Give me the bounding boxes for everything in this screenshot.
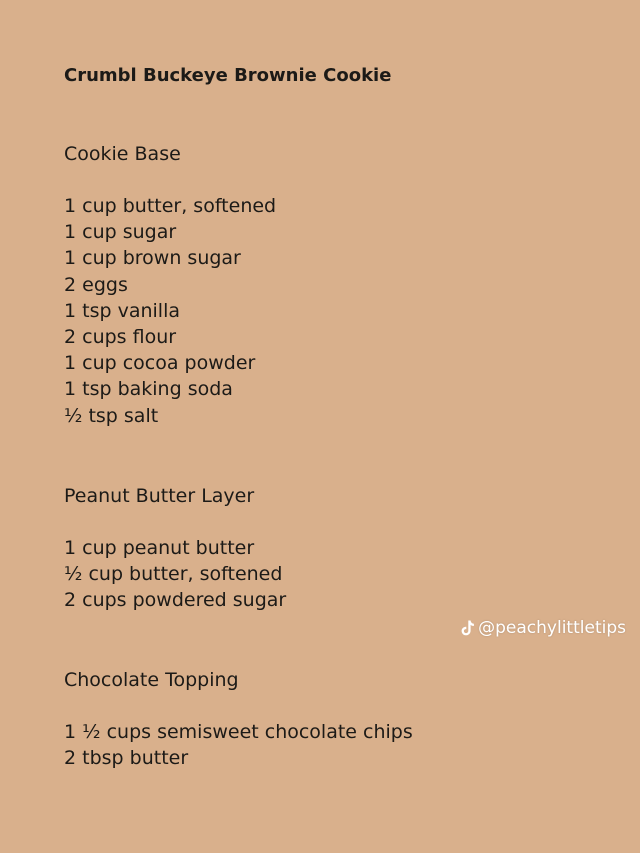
ingredient-item: ½ tsp salt	[64, 404, 159, 427]
ingredient-item: 1 ½ cups semisweet chocolate chips	[64, 721, 413, 743]
section-peanut-butter-layer	[64, 483, 286, 614]
tiktok-watermark	[461, 617, 626, 639]
section-heading: Peanut Butter Layer	[64, 485, 255, 507]
ingredient-item: 1 cup peanut butter	[64, 537, 255, 559]
section-chocolate-topping	[64, 667, 413, 771]
ingredient-item: 1 cup cocoa powder	[64, 352, 256, 375]
ingredient-item: 2 tbsp butter	[64, 747, 189, 770]
ingredient-item: 1 tsp vanilla	[64, 299, 180, 322]
recipe-title: Crumbl Buckeye Brownie Cookie	[64, 65, 392, 86]
ingredient-item: 1 cup sugar	[64, 221, 177, 244]
section-heading: Cookie Base	[64, 143, 181, 165]
ingredient-item: ½ cup butter, softened	[64, 563, 283, 586]
ingredient-item: 2 eggs	[64, 273, 128, 296]
ingredient-item: 1 cup butter, softened	[64, 195, 277, 217]
ingredient-list	[64, 535, 286, 614]
ingredient-list	[64, 193, 276, 429]
ingredient-item: 2 cups powdered sugar	[64, 589, 287, 612]
ingredient-list	[64, 719, 413, 771]
section-cookie-base	[64, 141, 276, 429]
tiktok-handle: @peachylittletips	[478, 618, 626, 638]
ingredient-item: 1 cup brown sugar	[64, 247, 241, 270]
ingredient-item: 1 tsp baking soda	[64, 378, 233, 401]
ingredient-item: 2 cups flour	[64, 326, 177, 349]
tiktok-icon	[461, 620, 475, 636]
section-heading: Chocolate Topping	[64, 669, 239, 691]
